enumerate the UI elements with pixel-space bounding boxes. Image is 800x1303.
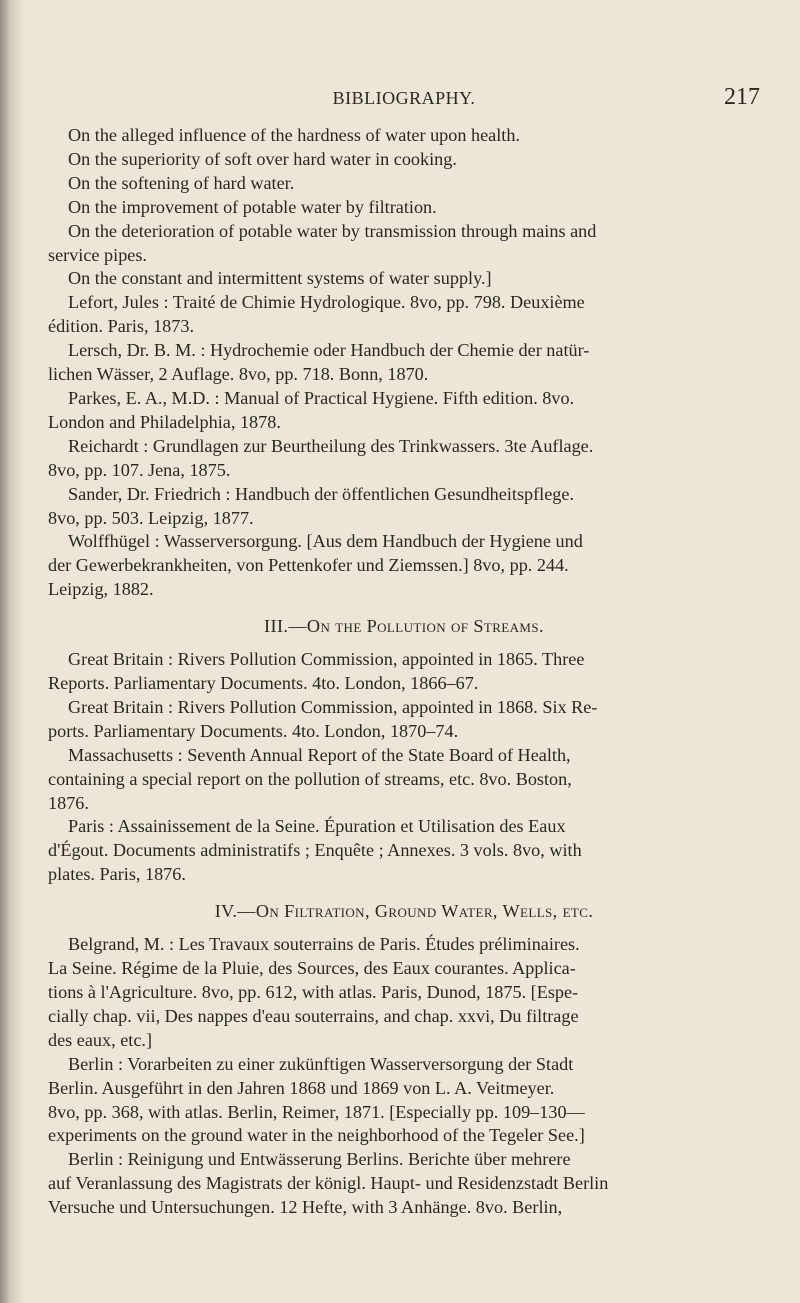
entry-line: 8vo, pp. 368, with atlas. Berlin, Reimer, 1871. [Especially pp. 109–130—: [48, 1101, 585, 1122]
entry-line: cially chap. vii, Des nappes d'eau souterrains, and chap. xxvi, Du filtrage: [48, 1005, 579, 1026]
entry-line: Lersch, Dr. B. M. : Hydrochemie oder Handbuch der Chemie der natür-: [68, 340, 590, 361]
entry-line: Reichardt : Grundlagen zur Beurtheilung des Trinkwassers. 3te Auflage.: [68, 435, 594, 456]
bibliography-entry: [48, 483, 760, 531]
entry-line: containing a special report on the pollution of streams, etc. 8vo. Boston,: [48, 768, 572, 789]
page-content: [48, 84, 760, 1220]
bibliography-entry: [48, 933, 760, 1053]
entry-line: London and Philadelphia, 1878.: [48, 411, 281, 432]
topic-line: On the alleged influence of the hardness of water upon health.: [68, 125, 520, 145]
entry-line: Berlin : Vorarbeiten zu einer zukünftigen Wasserversorgung der Stadt: [68, 1053, 574, 1074]
bibliography-entry: [48, 815, 760, 887]
entry-line: Wolffhügel : Wasserversorgung. [Aus dem Handbuch der Hygiene und: [68, 531, 583, 552]
running-title: BIBLIOGRAPHY.: [332, 88, 476, 108]
entry-line: 1876.: [48, 792, 89, 813]
bibliography-entries-general: [48, 291, 760, 602]
bibliography-entry: [48, 435, 760, 483]
section-heading-filtration: IV.—On Filtration, Ground Water, Wells, etc.: [214, 901, 594, 922]
entry-line: plates. Paris, 1876.: [48, 864, 186, 885]
entry-line: 8vo, pp. 107. Jena, 1875.: [48, 459, 231, 480]
entry-line: Versuche und Untersuchungen. 12 Hefte, with 3 Anhänge. 8vo. Berlin,: [48, 1197, 563, 1218]
bibliography-entry: [48, 744, 760, 816]
bibliography-entry: [48, 291, 760, 339]
entry-line: Berlin : Reinigung und Entwässerung Berlins. Berichte über mehrere: [68, 1149, 571, 1170]
entry-line: Paris : Assainissement de la Seine. Épuration et Utilisation des Eaux: [68, 816, 566, 837]
bibliography-entry: [48, 696, 760, 744]
entry-line: experiments on the ground water in the neighborhood of the Tegeler See.]: [48, 1125, 585, 1146]
entry-line: Lefort, Jules : Traité de Chimie Hydrologique. 8vo, pp. 798. Deuxième: [68, 292, 585, 313]
topics-list: [48, 124, 760, 291]
section-heading-pollution: III.—On the Pollution of Streams.: [264, 616, 544, 637]
topic-line: On the superiority of soft over hard water in cooking.: [68, 148, 457, 169]
entry-line: Great Britain : Rivers Pollution Commission, appointed in 1868. Six Re-: [68, 696, 598, 717]
entry-line: édition. Paris, 1873.: [48, 316, 194, 337]
entry-line: La Seine. Régime de la Pluie, des Sources, des Eaux courantes. Applica-: [48, 958, 576, 979]
topic-line: On the deterioration of potable water by transmission through mains and: [68, 220, 597, 241]
entry-line: Belgrand, M. : Les Travaux souterrains de Paris. Études préliminaires.: [68, 934, 580, 955]
entry-line: tions à l'Agriculture. 8vo, pp. 612, with atlas. Paris, Dunod, 1875. [Espe-: [48, 982, 579, 1002]
running-header: [48, 84, 760, 124]
entry-line: Parkes, E. A., M.D. : Manual of Practical Hygiene. Fifth edition. 8vo.: [68, 387, 575, 408]
topic-line: service pipes.: [48, 244, 147, 265]
bibliography-entry: [48, 530, 760, 602]
bibliography-entry: [48, 1148, 760, 1220]
bibliography-entries-pollution: [48, 648, 760, 887]
bibliography-entry: [48, 339, 760, 387]
topic-line: On the improvement of potable water by filtration.: [68, 196, 437, 217]
entry-line: Sander, Dr. Friedrich : Handbuch der öffentlichen Gesundheitspflege.: [68, 483, 575, 504]
entry-line: 8vo, pp. 503. Leipzig, 1877.: [48, 507, 254, 528]
entry-line: Berlin. Ausgeführt in den Jahren 1868 und 1869 von L. A. Veitmeyer.: [48, 1077, 555, 1098]
entry-line: Great Britain : Rivers Pollution Commission, appointed in 1865. Three: [68, 649, 585, 670]
entry-line: des eaux, etc.]: [48, 1029, 153, 1050]
entry-line: auf Veranlassung des Magistrats der königl. Haupt- und Residenzstadt Berlin: [48, 1173, 609, 1194]
bibliography-entry: [48, 387, 760, 435]
entry-line: lichen Wässer, 2 Auflage. 8vo, pp. 718. Bonn, 1870.: [48, 364, 429, 385]
page-number: 217: [724, 84, 760, 110]
entry-line: ports. Parliamentary Documents. 4to. London, 1870–74.: [48, 720, 459, 741]
topic-line: On the softening of hard water.: [68, 172, 295, 193]
entry-line: d'Égout. Documents administratifs ; Enquête ; Annexes. 3 vols. 8vo, with: [48, 840, 582, 861]
bibliography-entry: [48, 1053, 760, 1149]
entry-line: Leipzig, 1882.: [48, 579, 154, 600]
entry-line: Massachusetts : Seventh Annual Report of the State Board of Health,: [68, 744, 571, 765]
topic-line: On the constant and intermittent systems of water supply.]: [68, 268, 492, 289]
bibliography-entry: [48, 648, 760, 696]
entry-line: Reports. Parliamentary Documents. 4to. London, 1866–67.: [48, 673, 479, 694]
entry-line: der Gewerbekrankheiten, von Pettenkofer und Ziemssen.] 8vo, pp. 244.: [48, 555, 569, 576]
bibliography-entries-filtration: [48, 933, 760, 1220]
